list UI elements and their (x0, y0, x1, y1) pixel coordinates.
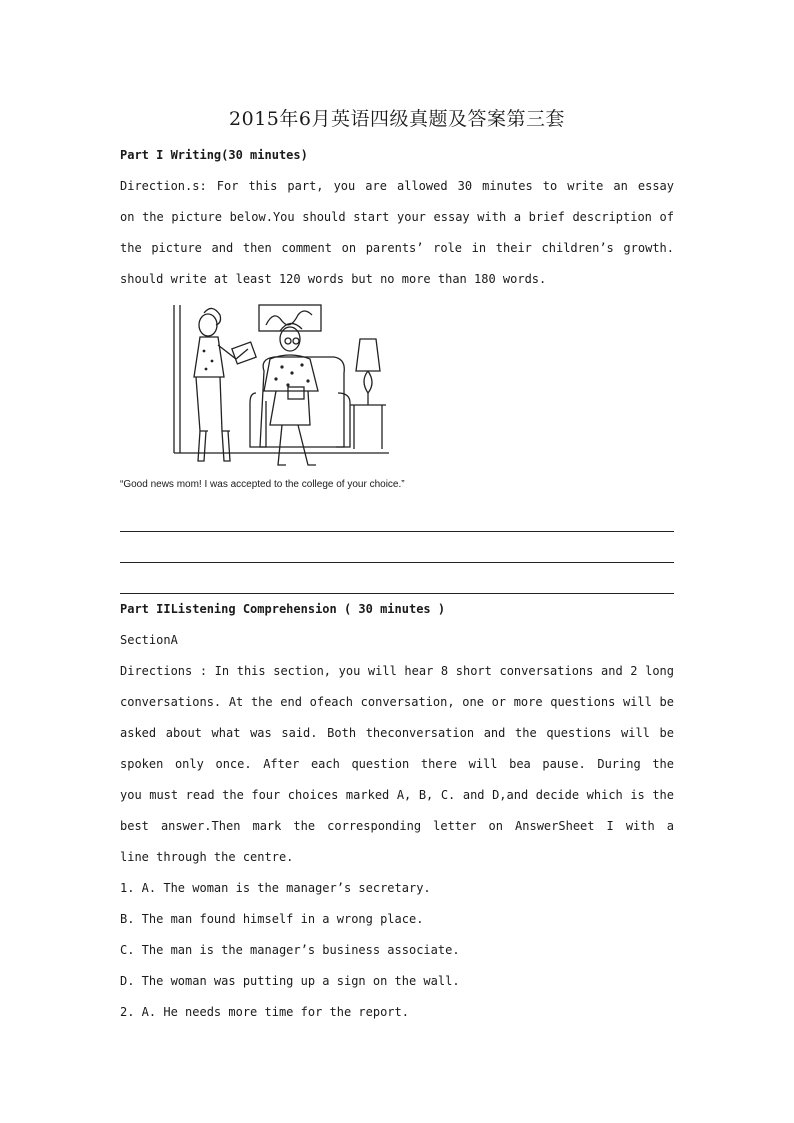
part2-directions-line: Directions : In this section, you will hear 8 short conversations and 2 long (120, 664, 674, 678)
part1-directions-line: on the picture below.You should start your essay with a brief description of (120, 210, 674, 224)
cartoon-illustration (164, 301, 394, 479)
part2-directions-line: spoken only once. After each question there will bea pause. During the (120, 757, 674, 771)
section-label: SectionA (120, 633, 178, 647)
part1-directions-line: the picture and then comment on parents’ role in their children’s growth. (120, 241, 674, 255)
answer-line (120, 563, 674, 594)
question-option: B. The man found himself in a wrong place. (120, 912, 424, 926)
answer-line (120, 501, 674, 532)
part1-heading: Part I Writing(30 minutes) (120, 148, 308, 162)
page-title: 2015年6月英语四级真题及答案第三套 (229, 108, 565, 130)
part2-directions-line: you must read the four choices marked A, B, C. and D,and decide which is the (120, 788, 674, 802)
part2-directions-line: line through the centre. (120, 850, 294, 864)
part2-heading: Part IIListening Comprehension ( 30 minutes ) (120, 602, 446, 616)
cartoon-figure (120, 301, 674, 501)
document-body (120, 140, 674, 1028)
answer-line (120, 532, 674, 563)
question-option: C. The man is the manager’s business associate. (120, 943, 460, 957)
cartoon-caption: “Good news mom! I was accepted to the college of your choice.” (120, 479, 405, 490)
part2-directions-line: asked about what was said. Both theconversation and the questions will be (120, 726, 674, 740)
question-option: 1. A. The woman is the manager’s secretary. (120, 881, 431, 895)
question-option: 2. A. He needs more time for the report. (120, 1005, 409, 1019)
question-option: D. The woman was putting up a sign on the wall. (120, 974, 460, 988)
part1-directions-line: Direction.s: For this part, you are allowed 30 minutes to write an essay (120, 179, 674, 193)
part2-directions-line: best answer.Then mark the corresponding letter on AnswerSheet I with a (120, 819, 674, 833)
part1-directions-line: should write at least 120 words but no more than 180 words. (120, 272, 547, 286)
part2-directions-line: conversations. At the end ofeach conversation, one or more questions will be (120, 695, 674, 709)
